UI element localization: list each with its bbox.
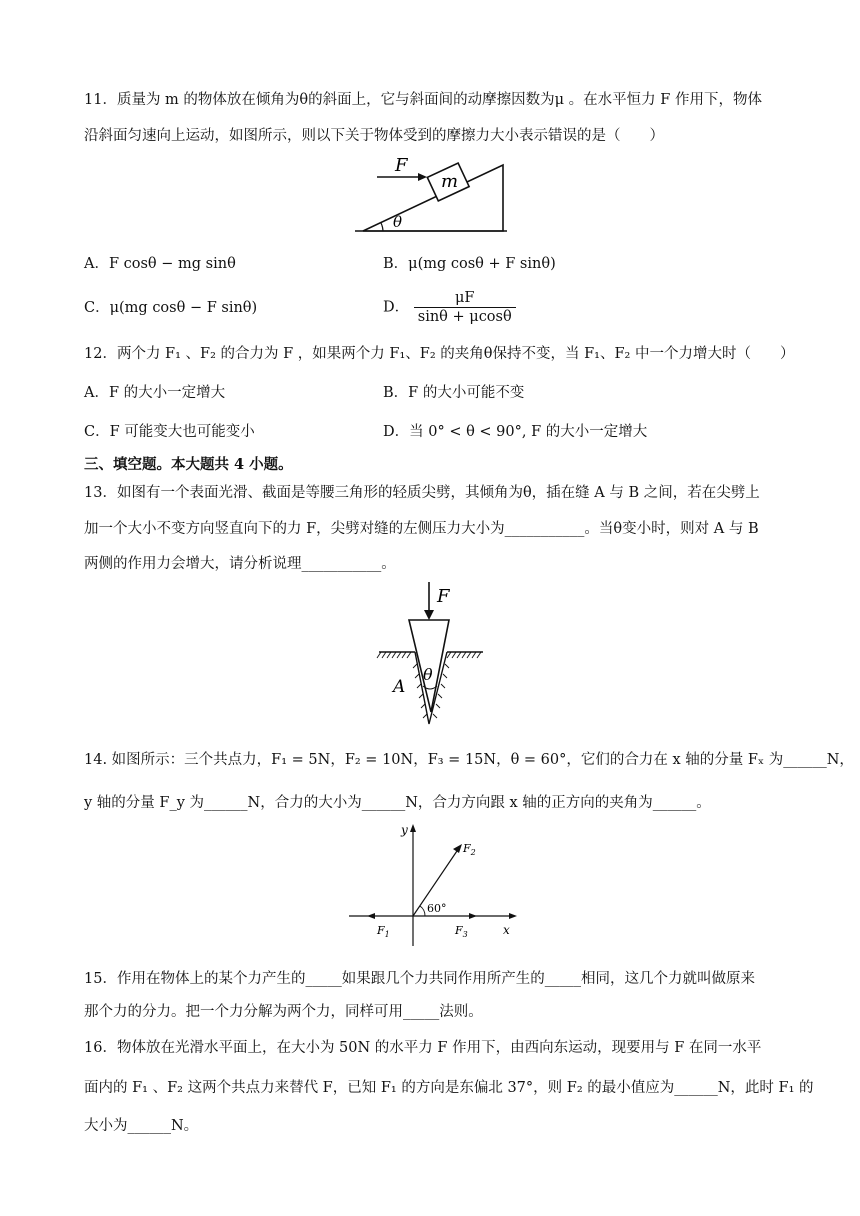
q11-angle-label: θ — [393, 213, 403, 231]
q11-option-d-fraction — [414, 289, 516, 326]
q14-line2: y 轴的分量 F_y 为______N，合力的大小为______N，合力方向跟 x 轴的正方向的夹角为______。 — [84, 795, 711, 811]
q15-line1: 15．作用在物体上的某个力产生的_____如果跟几个力共同作用所产生的_____相同，这几个力就叫做原来 — [84, 971, 755, 987]
q12-option-b[interactable]: B．F 的大小可能不变 — [383, 385, 525, 401]
force-arrowhead — [418, 173, 427, 181]
q16-line3: 大小为______N。 — [84, 1118, 199, 1134]
q11-force-label: F — [395, 155, 408, 176]
q11-option-b[interactable]: B．μ(mg cosθ + F sinθ) — [383, 256, 556, 272]
q12-stem: 12．两个力 F₁ 、F₂ 的合力为 F ，如果两个力 F₁、F₂ 的夹角θ保持不变，当 F₁、F₂ 中一个力增大时（ ） — [84, 346, 795, 362]
section3-title: 三、填空题。本大题共 4 小题。 — [84, 456, 293, 473]
q13-line2: 加一个大小不变方向竖直向下的力 F，尖劈对缝的左侧压力大小为___________。当θ变小时，则对 A 与 B — [84, 521, 759, 537]
q15-line2: 那个力的分力。把一个力分解为两个力，同样可用_____法则。 — [84, 1004, 483, 1020]
q11-option-d-prefix: D． — [383, 299, 410, 316]
q12-option-c[interactable]: C．F 可能变大也可能变小 — [84, 424, 255, 440]
q13-wedge-figure — [375, 580, 495, 730]
fraction-denominator: sinθ + μcosθ — [417, 309, 512, 325]
q16-line1: 16．物体放在光滑水平面上，在大小为 50N 的水平力 F 作用下，由西向东运动，现要用与 F 在同一水平 — [84, 1040, 762, 1056]
q11-stem-line1: 11．质量为 m 的物体放在倾角为θ的斜面上，它与斜面间的动摩擦因数为μ 。在水平恒力 F 作用下，物体 — [84, 92, 762, 108]
q14-f1-label: $F_1$ — [377, 924, 390, 939]
q14-angle-label: 60° — [427, 902, 447, 915]
q11-mass-label: m — [441, 171, 459, 192]
q13-force-label: F — [437, 586, 450, 607]
q11-option-a[interactable]: A．F cosθ − mg sinθ — [84, 256, 236, 272]
q16-line2: 面内的 F₁ 、F₂ 这两个共点力来替代 F，已知 F₁ 的方向是东偏北 37°，则 F₂ 的最小值应为______N，此时 F₁ 的 — [84, 1080, 814, 1096]
angle-arc — [381, 223, 383, 231]
f2-arrowhead — [453, 844, 462, 853]
q14-f2-label: $F_2$ — [463, 842, 476, 857]
q13-line3: 两侧的作用力会增大，请分析说理___________。 — [84, 556, 396, 572]
ground-hatching-right — [447, 652, 481, 658]
q14-line1: 14. 如图所示：三个共点力，F₁ = 5N，F₂ = 10N，F₃ = 15N，θ = 60°，它们的合力在 x 轴的分量 Fₓ 为______N， — [84, 752, 854, 768]
q13-angle-label: θ — [423, 665, 433, 684]
fraction-numerator: μF — [414, 289, 516, 308]
q11-incline-figure — [355, 155, 515, 237]
wedge-force-arrowhead — [424, 610, 434, 620]
q11-option-c[interactable]: C．μ(mg cosθ − F sinθ) — [84, 300, 258, 316]
q13-side-label: A — [393, 677, 406, 697]
q11-stem-line2: 沿斜面匀速向上运动，如图所示，则以下关于物体受到的摩擦力大小表示错误的是（ ） — [84, 128, 664, 144]
q12-option-d[interactable]: D．当 0° < θ < 90°, F 的大小一定增大 — [383, 424, 648, 440]
q14-y-label: y — [401, 823, 408, 837]
q13-line1: 13．如图有一个表面光滑、截面是等腰三角形的轻质尖劈，其倾角为θ，插在缝 A 与 B 之间，若在尖劈上 — [84, 485, 760, 501]
q12-option-a[interactable]: A．F 的大小一定增大 — [84, 385, 226, 401]
f3-arrowhead — [469, 913, 477, 919]
ground-hatching-left — [377, 652, 411, 658]
q14-x-label: x — [503, 923, 510, 937]
f1-arrowhead — [367, 913, 375, 919]
q14-axes-figure — [345, 822, 525, 947]
q11-option-d[interactable] — [383, 289, 516, 326]
q14-f3-label: $F_3$ — [455, 924, 468, 939]
